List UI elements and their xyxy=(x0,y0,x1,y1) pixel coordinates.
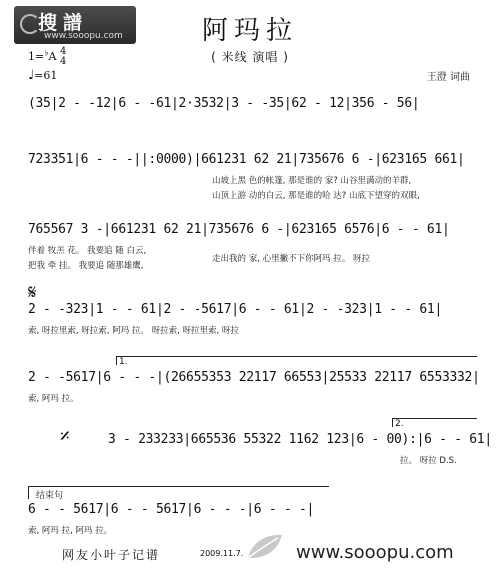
score-line-4: 2 - -323|1 - - 61|2 - -5617|6 - - 61|2 - -323|1 - - 61| xyxy=(28,302,442,317)
logo-url: www.sooopu.com xyxy=(44,31,123,41)
transcribe-date: 2009.11.7. xyxy=(200,549,244,558)
lyric-line-7: 索, 阿玛 拉, 阿玛 拉。 xyxy=(28,526,113,536)
time-top: 4 xyxy=(60,46,67,57)
lyric-line-3a: 伴着 牧羔 花。 我要追 随 白云, xyxy=(28,246,147,256)
segno-sign: 𝄋 xyxy=(28,280,37,304)
quarter-note-icon: ♩ xyxy=(28,68,35,83)
second-ending-number: 2. xyxy=(395,419,404,429)
song-title: 阿玛拉 xyxy=(201,16,298,46)
score-line-2: 723351|6 - - -||:0000)|661231 62 21|735676 6 -|623165 661| xyxy=(28,152,465,167)
key-prefix: 1= xyxy=(28,50,45,63)
tempo-marking xyxy=(28,68,57,83)
score-line-1: (35|2 - -12|6 - -61|2·3532|3 - -35|62 - 12|356 - 56| xyxy=(28,96,420,111)
transcriber-credit: 网友小叶子记谱 xyxy=(62,548,161,562)
score-line-7: 6 - - 5617|6 - - 5617|6 - - -|6 - - -| xyxy=(28,502,315,517)
ending-phrase-bracket xyxy=(28,486,329,499)
lyric-line-2a: 山坡上黑 色的帐篷, 那是谁的 家? 山谷里满动的羊群, xyxy=(212,176,412,186)
first-ending-number: 1. xyxy=(119,357,128,367)
time-signature xyxy=(60,47,66,67)
time-bottom: 4 xyxy=(60,56,67,67)
first-ending-bracket xyxy=(116,356,477,365)
key-signature xyxy=(28,47,66,67)
leaf-logo-icon xyxy=(244,532,286,562)
ending-phrase-label: 结束句 xyxy=(36,491,64,501)
tempo-value: =61 xyxy=(34,69,58,82)
score-line-3: 765567 3 -|661231 62 21|735676 6 -|623165 6576|6 - - 61| xyxy=(28,222,450,237)
second-ending-bracket xyxy=(392,418,477,427)
key-note: A xyxy=(48,50,57,63)
song-subtitle: ( 米线 演唱 ) xyxy=(211,50,289,64)
score-line-6: 3 - 233233|665536 55322 1162 123|6 - 00):|6 - - 61| xyxy=(108,432,492,447)
lyric-line-4: 索, 呀拉里索, 呀拉索, 阿玛 拉。 呀拉索, 呀拉里索, 呀拉 xyxy=(28,326,239,336)
lyric-line-3c: 走出我的 家, 心里撇不下你阿玛 拉。 呀拉 xyxy=(212,254,371,264)
repeat-sign: 𝄎 xyxy=(60,424,70,448)
lyric-line-3b: 把我 牵 挂。 我要追 随那雄鹰, xyxy=(28,261,144,271)
song-credit: 王澄 词曲 xyxy=(426,72,470,83)
key-flat: ♭ xyxy=(44,47,49,59)
logo-title: 搜譜 xyxy=(38,12,89,34)
footer-site-url[interactable]: www.sooopu.com xyxy=(296,542,454,563)
score-line-5: 2 - -5617|6 - - -|(26655353 22117 66553|25533 22117 6553332| xyxy=(28,370,480,385)
lyric-line-5: 索, 阿玛 拉。 xyxy=(28,394,79,404)
lyric-line-2b: 山顶上游 动的白云, 那是谁的哈 达? 山底下望穿的双眼, xyxy=(212,191,420,201)
lyric-line-6: 拉。 呀拉 D.S. xyxy=(400,456,457,466)
